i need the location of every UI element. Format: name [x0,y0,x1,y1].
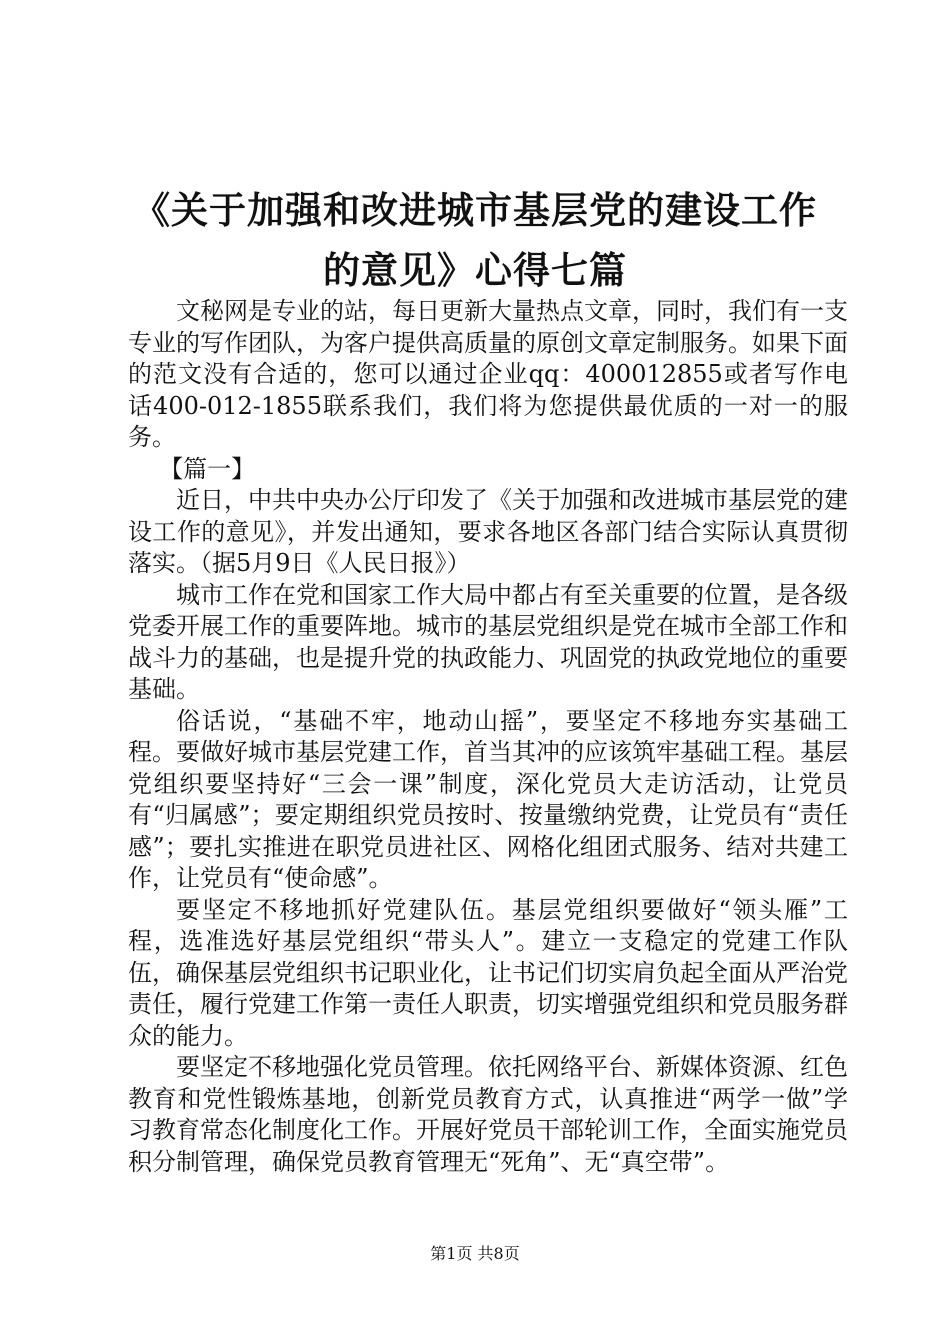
body-paragraph: 俗话说，“基础不牢，地动山摇”，要坚定不移地夯实基础工程。要做好城市基层党建工作，首当其冲的应该筑牢基础工程。基层党组织要坚持好“三会一课”制度，深化党员大走访活动，让党员有“归属感”；要定期组织党员按时、按量缴纳党费，让党员有“责任感”；要扎实推进在职党员进社区、网格化组团式服务、结对共建工作，让党员有“使命感”。 [128,706,848,892]
body-paragraph: 要坚定不移地强化党员管理。依托网络平台、新媒体资源、红色教育和党性锻炼基地，创新党员教育方式，认真推进“两学一做”学习教育常态化制度化工作。开展好党员干部轮训工作，全面实施党员积分制管理，确保党员教育管理无“死角”、无“真空带”。 [128,1053,848,1176]
intro-paragraph: 文秘网是专业的站，每日更新大量热点文章，同时，我们有一支专业的写作团队，为客户提供高质量的原创文章定制服务。如果下面的范文没有合适的，您可以通过企业qq：400012855或者写作电话400-012-1855联系我们，我们将为您提供最优质的一对一的服务。 [128,297,848,451]
body-paragraph: 近日，中共中央办公厅印发了《关于加强和改进城市基层党的建设工作的意见》，并发出通知，要求各地区各部门结合实际认真贯彻落实。（据5月9日《人民日报》） [128,486,848,577]
document-title: 《关于加强和改进城市基层党的建设工作的意见》心得七篇 [133,188,817,292]
section-heading: 【篇一】 [159,454,256,483]
document-body [128,296,848,1178]
page-number-footer: 第1页 共8页 [430,1244,520,1263]
body-paragraph: 城市工作在党和国家工作大局中都占有至关重要的位置，是各级党委开展工作的重要阵地。城市的基层党组织是党在城市全部工作和战斗力的基础，也是提升党的执政能力、巩固党的执政党地位的重要基础。 [128,580,848,703]
body-paragraph: 要坚定不移地抓好党建队伍。基层党组织要做好“领头雁”工程，选准选好基层党组织“带头人”。建立一支稳定的党建工作队伍，确保基层党组织书记职业化，让书记们切实肩负起全面从严治党责任，履行党建工作第一责任人职责，切实增强党组织和党员服务群众的能力。 [128,895,848,1050]
